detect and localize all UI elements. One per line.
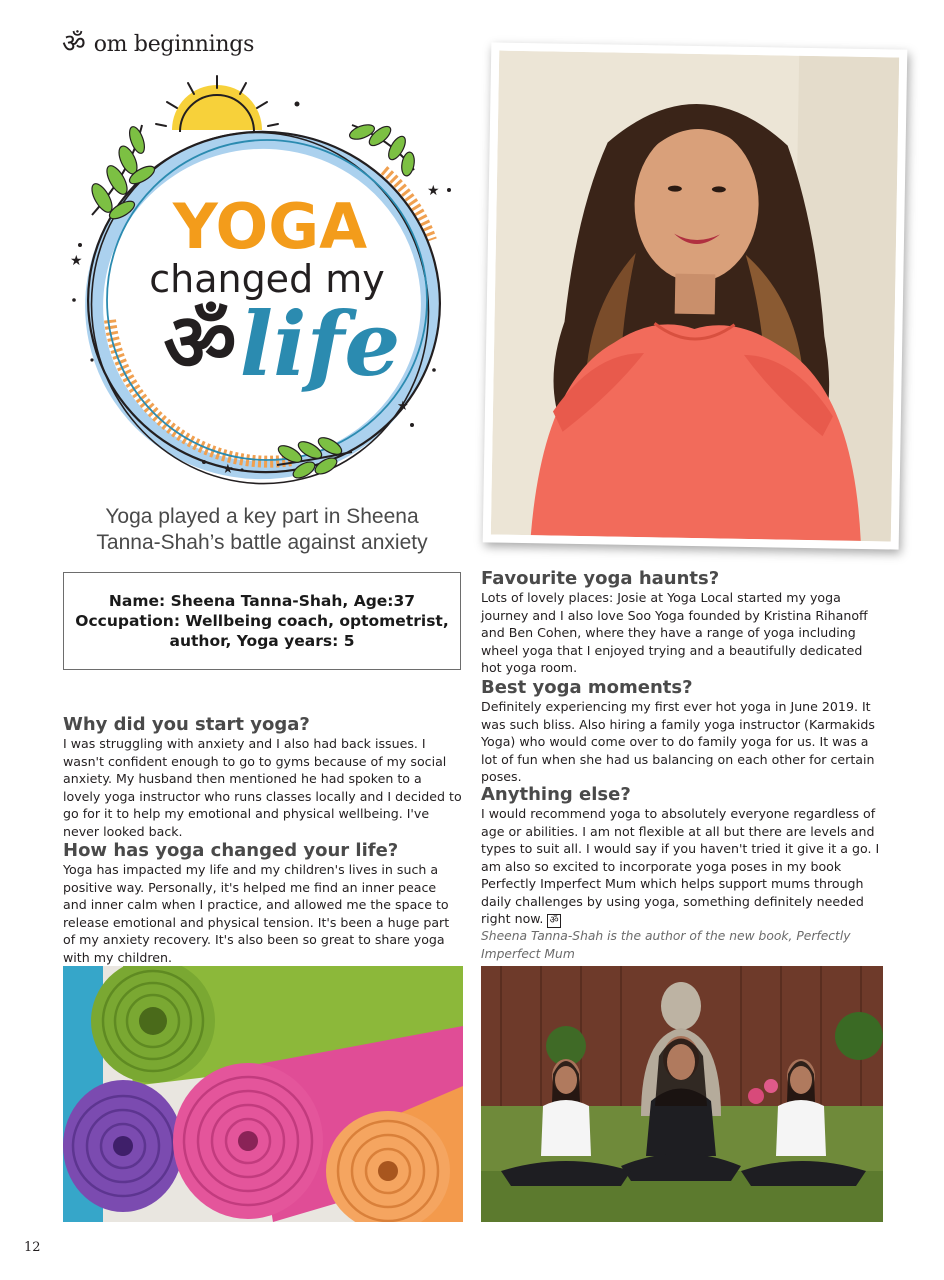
yoga-mats-image — [63, 966, 463, 1222]
family-yoga-image — [481, 966, 883, 1222]
section-moments — [481, 677, 883, 786]
leaf-branch-left-icon — [88, 125, 157, 222]
yoga-mats-photo — [63, 966, 463, 1222]
hero-title-changed-my: changed my — [149, 257, 385, 301]
om-icon: ॐ — [62, 29, 86, 59]
section-brand — [62, 26, 254, 62]
author-byline — [481, 928, 883, 963]
hero-illustration — [62, 70, 462, 490]
om-end-mark-icon: ॐ — [549, 915, 559, 926]
svg-text:★: ★ — [427, 183, 440, 199]
section-how — [63, 840, 463, 966]
section-body — [481, 805, 883, 928]
section-heading: How has yoga changed your life? — [63, 840, 399, 861]
section-heading: Anything else? — [481, 784, 631, 805]
portrait-image — [491, 51, 899, 542]
section-heading: Favourite yoga haunts? — [481, 568, 720, 589]
section-body: I was struggling with anxiety and I also had back issues. I wasn't confident enough to go to gyms because of my social anxiety. My husband then mentioned he had spoken to a lovely yoga instructor who runs classes locally and I decided to go for it to help my emotional and physical wellbeing. I've never looked back. — [63, 736, 462, 839]
svg-text:★: ★ — [70, 253, 83, 269]
section-body: Lots of lovely places: Josie at Yoga Local started my yoga journey and I also love Soo Yoga founded by Kristina Rihanoff and Ben Cohen, where they have a range of yoga including wheel yoga that I enjoyed trying and a beautifully dedicated hot yoga room. — [481, 590, 868, 675]
section-name: om beginnings — [93, 31, 255, 57]
hero-title-yoga: YOGA — [172, 190, 368, 263]
profile-author-years: author, Yoga years: 5 — [169, 632, 355, 650]
svg-text:★: ★ — [397, 399, 409, 414]
section-body: Yoga has impacted my life and my children's lives in such a positive way. Personally, it's helped me find an inner peace and inner calm when I practice, and allowed me the space to release emotional and physical tension. It's been a huge part of my anxiety recovery. It's also been so great to share yoga with my children. — [63, 862, 450, 965]
section-why — [63, 714, 463, 840]
standfirst-line-2: Tanna-Shah’s battle against anxiety — [96, 531, 428, 554]
profile-info-box — [63, 572, 461, 670]
profile-occupation: Occupation: Wellbeing coach, optometrist, — [75, 612, 449, 630]
hero-om-icon: ॐ — [163, 296, 237, 389]
hero-wreath — [62, 70, 462, 490]
profile-name-age: Name: Sheena Tanna-Shah, Age:37 — [108, 592, 416, 610]
page-number: 12 — [24, 1240, 41, 1255]
family-yoga-photo — [481, 966, 883, 1222]
hero-title-life: life — [239, 292, 401, 396]
section-body-text: I would recommend yoga to absolutely everyone regardless of age or abilities. I am not flexible at all but there are levels and types to suit all. I would say if you haven't tried it give it a go. I am also so excited to incorporate yoga poses in my book Perfectly Imperfect Mum which helps support mums through daily challenges by using yoga, something definitely needed right now. — [481, 806, 880, 926]
section-anything-else — [481, 784, 883, 928]
section-heading: Why did you start yoga? — [63, 714, 310, 735]
standfirst-line-1: Yoga played a key part in Sheena — [105, 505, 419, 528]
byline-text: Sheena Tanna-Shah is the author of the new book, Perfectly Imperfect Mum — [481, 929, 851, 961]
section-heading: Best yoga moments? — [481, 677, 693, 698]
portrait-photo — [483, 42, 908, 549]
section-haunts — [481, 568, 883, 677]
sun-icon — [156, 76, 278, 132]
standfirst — [62, 504, 462, 556]
svg-text:★: ★ — [222, 462, 234, 477]
section-body: Definitely experiencing my first ever hot yoga in June 2019. It was such bliss. Also hiring a family yoga instructor (Karmakids Yoga) who would come over to do family yoga for us. It was a lot of fun when she had us balancing on each other for certain poses. — [481, 699, 875, 784]
